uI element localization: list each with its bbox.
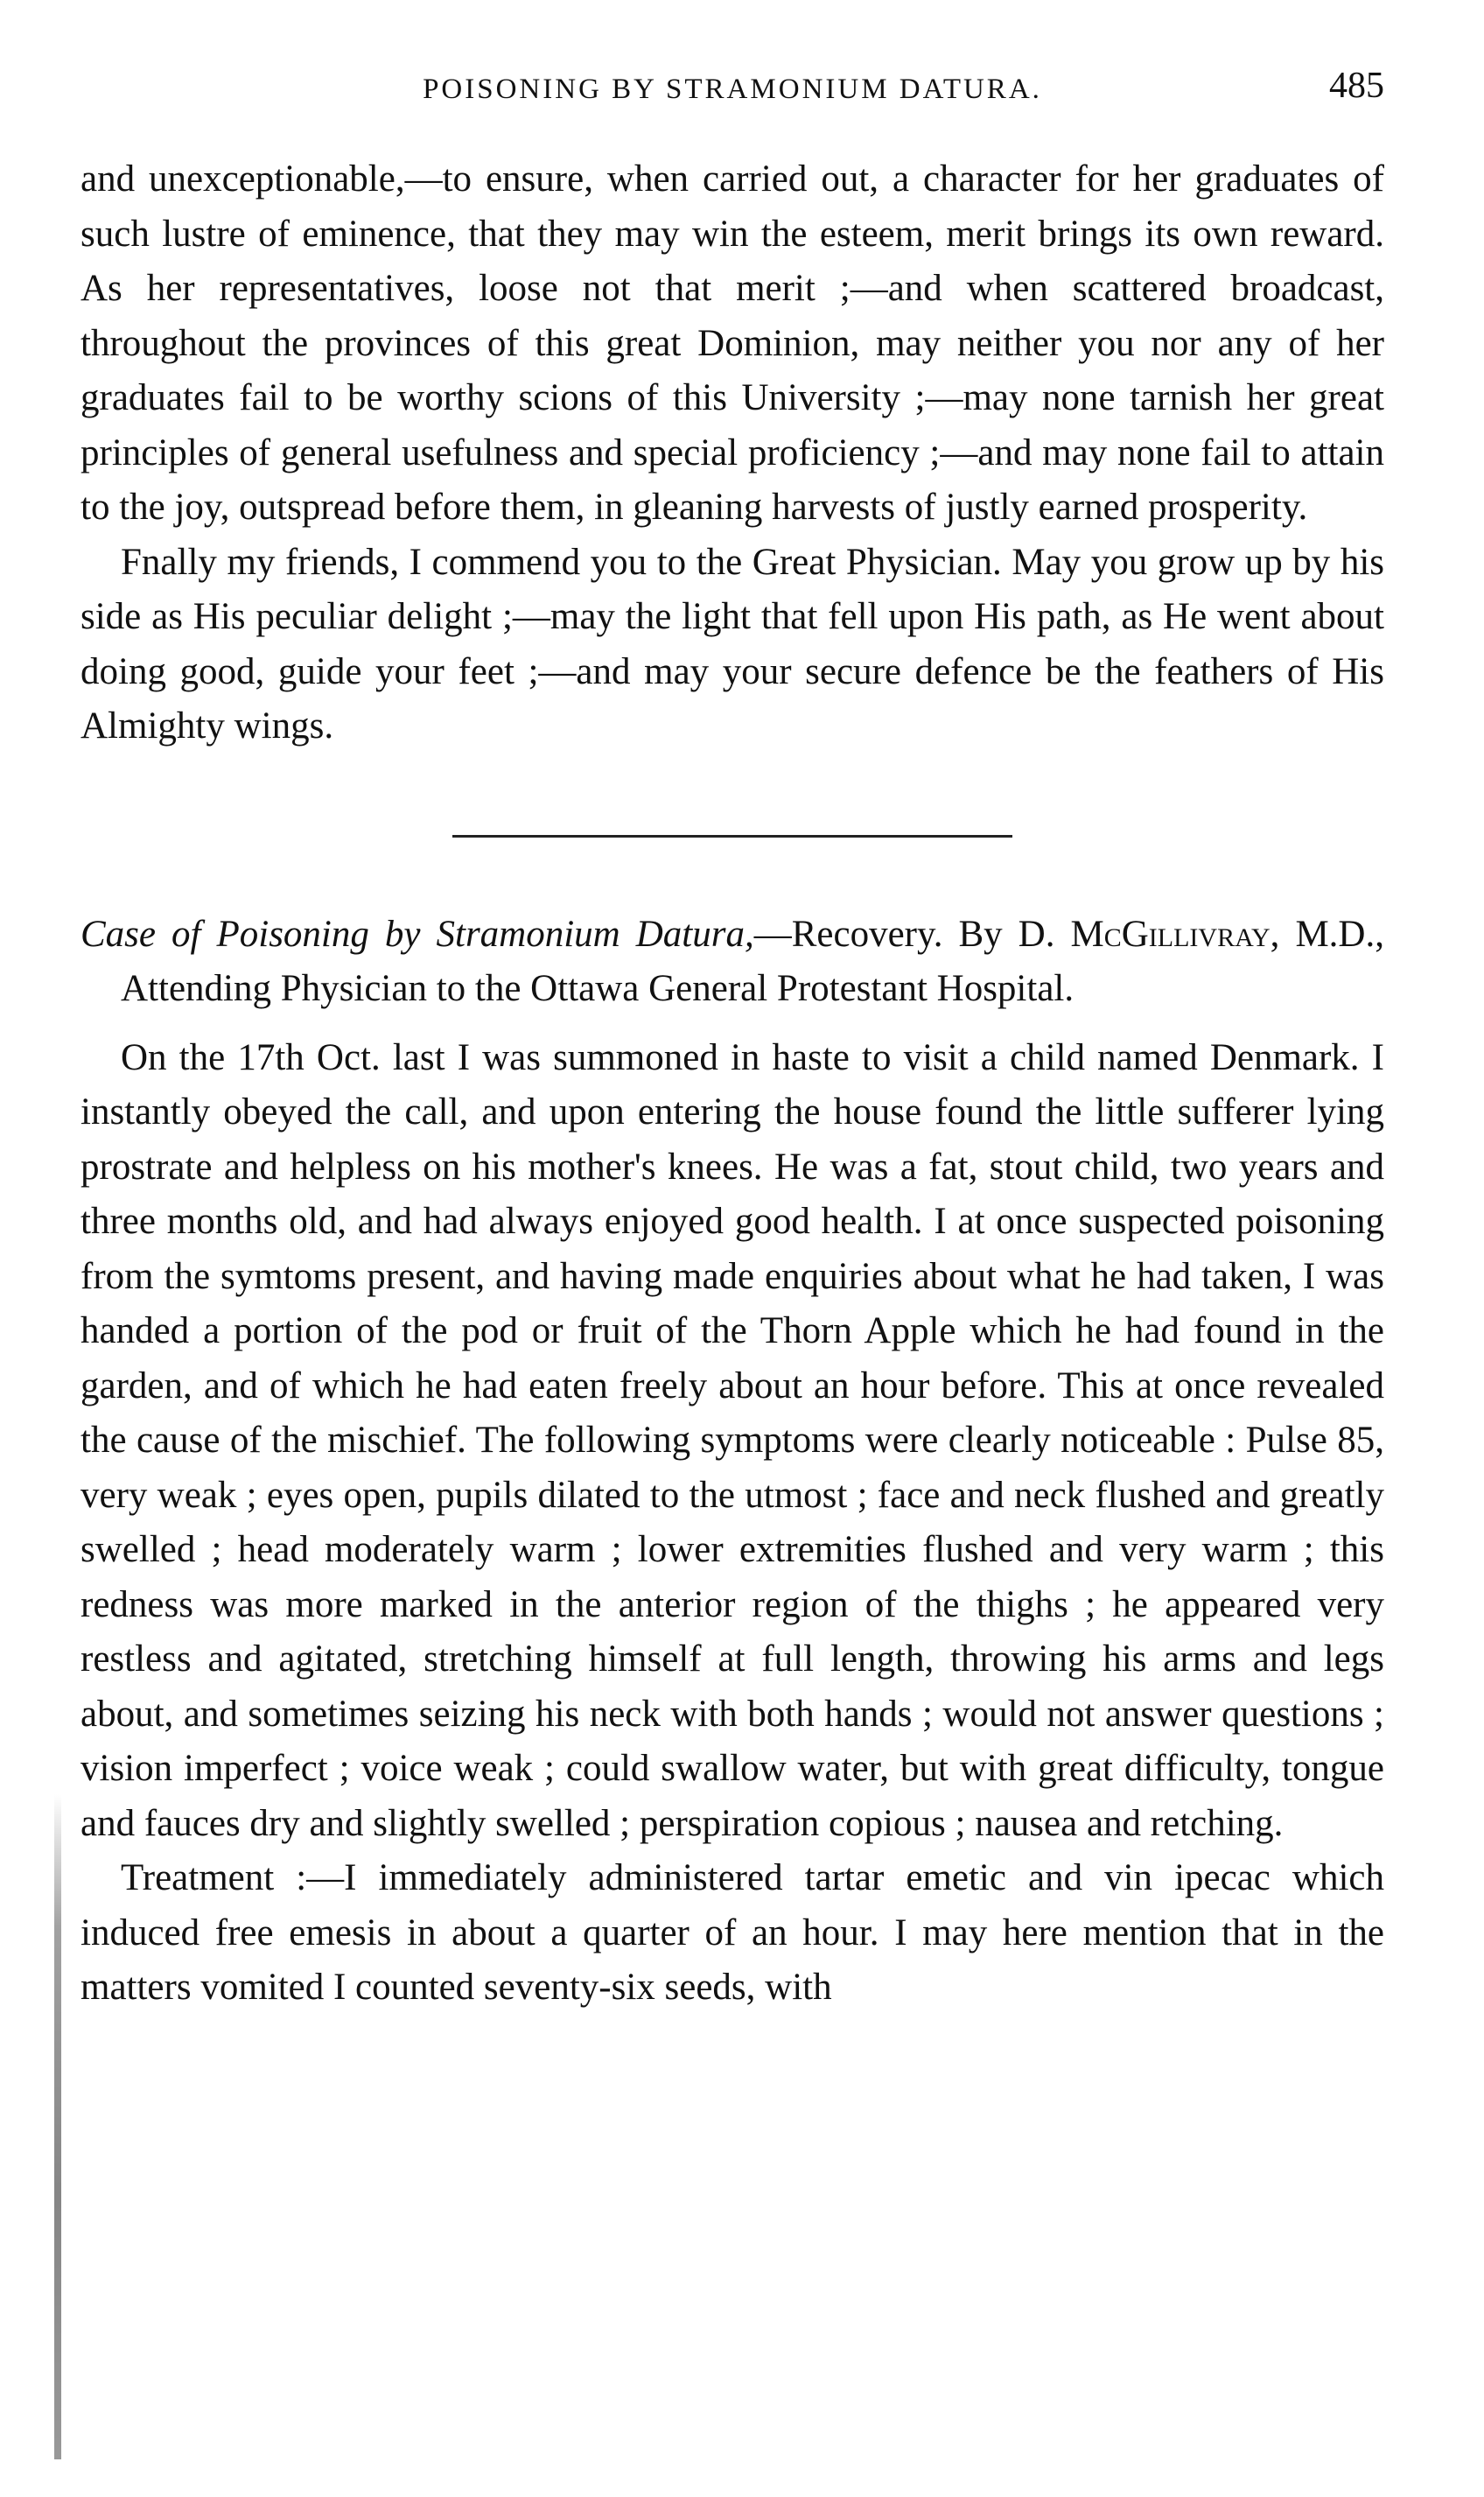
case-affiliation: , M.D., Attending Physician to the Ottawa General Protestant Hospital. <box>121 913 1384 1009</box>
case-heading <box>80 908 1384 1017</box>
running-head <box>80 61 1384 123</box>
paragraph-case-description: On the 17th Oct. last I was summoned in haste to visit a child named Denmark. I instantly obeyed the call, and upon entering the house found the little sufferer lying prostrate and helpless on his mother's knees. He was a fat, stout child, two years and three months old, and had always enjoyed good health. I at once suspected poisoning from the symtoms present, and having made enquiries about what he had taken, I was handed a portion of the pod or fruit of the Thorn Apple which he had found in the garden, and of which he had eaten freely about an hour before. This at once revealed the cause of the mischief. The following symptoms were clearly noticeable : Pulse 85, very weak ; eyes open, pupils dilated to the utmost ; face and neck flushed and greatly swelled ; head moderately warm ; lower extremities flushed and very warm ; this redness was more marked in the anterior region of the thighs ; he appeared very restless and agitated, stretching himself at full length, throwing his arms and legs about, and sometimes seizing his neck with both hands ; would not answer questions ; vision imperfect ; voice weak ; could swallow water, but with great difficulty, tongue and fauces dry and slightly swelled ; perspiration copious ; nausea and retching. <box>80 1036 1384 1844</box>
paragraph-treatment: Treatment :—I immediately administered tartar emetic and vin ipecac which induced free emesis in about a quarter of an hour. I may here mention that in the matters vomited I counted seventy-six seeds, with <box>80 1857 1384 2008</box>
paragraph-closing-address: and unexceptionable,—to ensure, when carried out, a character for her graduates of such lustre of eminence, that they may win the esteem, merit brings its own reward. As her representatives, loose not that merit ;—and when scattered broadcast, throughout the provinces of this great Dominion, may neither you nor any of her graduates fail to be worthy scions of this University ;—may none tarnish her great principles of general usefulness and special proficiency ;—and may none fail to attain to the joy, outspread before them, in gleaning harvests of justly earned prosperity. <box>80 158 1384 528</box>
page-number: 485 <box>1329 66 1384 106</box>
section-divider <box>452 835 1012 838</box>
running-title: POISONING BY STRAMONIUM DATURA. <box>423 74 1042 105</box>
paragraph-final-blessing: Fnally my friends, I commend you to the Great Physician. May you grow up by his side as His peculiar delight ;—may the light that fell upon His path, as He went about doing good, guide your feet ;—and may your secure defence be the feathers of His Almighty wings. <box>80 541 1384 747</box>
case-subtitle: —Recovery. By <box>753 913 1018 955</box>
scan-edge-shadow <box>54 1794 61 2459</box>
case-title: Case of Poisoning by Stramonium Datura, <box>80 913 754 955</box>
case-author: D. McGillivray <box>1018 913 1270 955</box>
book-page <box>80 61 1384 2016</box>
